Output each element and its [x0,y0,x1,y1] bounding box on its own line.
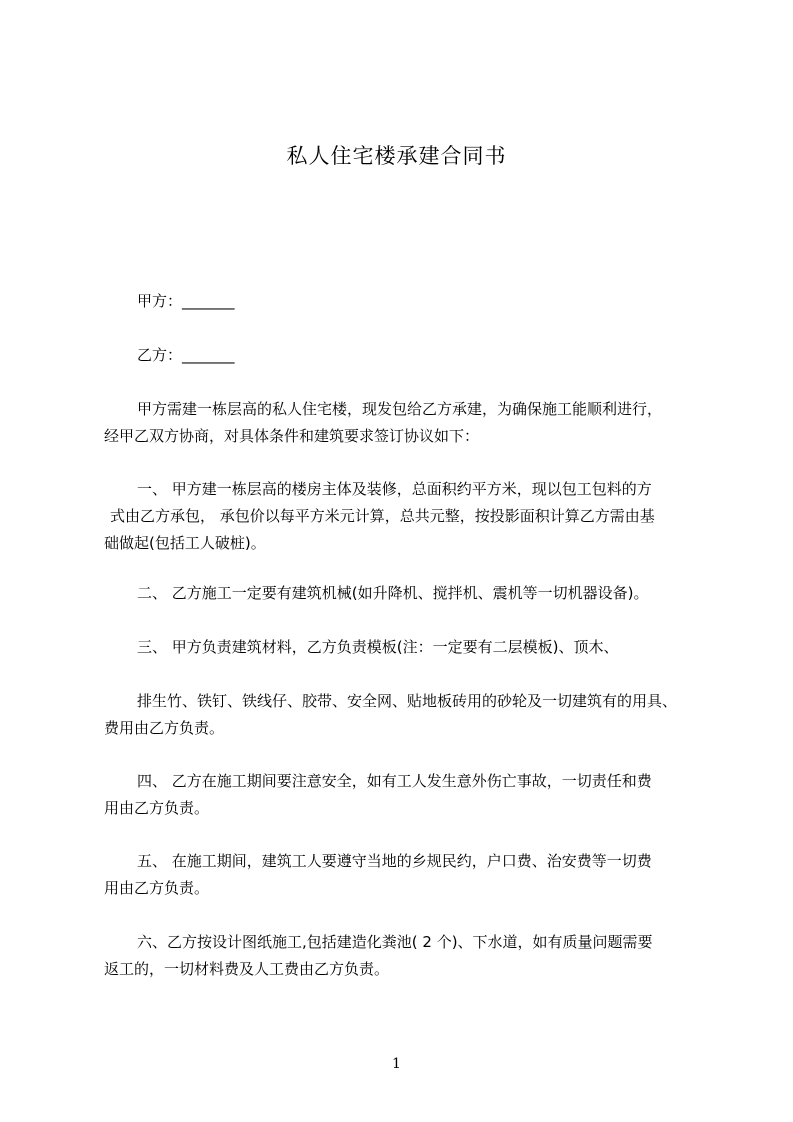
clause-2-line: 二、 乙方施工一定要有建筑机械(如升降机、搅拌机、震机等一切机器设备)。 [137,584,649,602]
party-b-line: 乙方：_______ [137,346,235,364]
clause-3-cont-line-1: 排生竹、铁钉、铁线仔、胶带、安全网、贴地板砖用的砂轮及一切建筑有的用具、 [137,692,678,710]
clause-5-line-1: 五、 在施工期间，建筑工人要遵守当地的乡规民约，户口费、治安费等一切费 [137,852,652,870]
clause-4-line-1: 四、 乙方在施工期间要注意安全，如有工人发生意外伤亡事故，一切责任和费 [137,772,652,790]
clause-4-line-2: 用由乙方负责。 [104,799,210,817]
clause-1-line-1: 一、 甲方建一栋层高的楼房主体及装修，总面积约平方米，现以包工包料的方 [137,480,652,498]
party-a-line: 甲方：_______ [137,292,235,310]
clause-3-cont-line-2: 费用由乙方负责。 [104,719,225,737]
clause-6-line-1: 六、乙方按设计图纸施工,包括建造化粪池( 2 个)、下水道，如有质量问题需要 [137,933,653,951]
intro-line-1: 甲方需建一栋层高的私人住宅楼，现发包给乙方承建，为确保施工能顺利进行， [137,400,663,418]
page-number: 1 [392,1056,401,1072]
clause-3-line: 三、 甲方负责建筑材料，乙方负责模板(注：一定要有二层模板)、顶木、 [137,638,619,656]
clause-1-line-2: 式由乙方承包， 承包价以每平方米元计算，总共元整，按投影面积计算乙方需由基 [110,507,655,525]
clause-6-line-2: 返工的，一切材料费及人工费由乙方负责。 [104,960,390,978]
intro-line-2: 经甲乙双方协商，对具体条件和建筑要求签订协议如下： [104,427,480,445]
clause-5-line-2: 用由乙方负责。 [104,879,210,897]
document-title: 私人住宅楼承建合同书 [286,144,507,168]
clause-1-line-3: 础做起(包括工人破桩)。 [104,534,266,552]
